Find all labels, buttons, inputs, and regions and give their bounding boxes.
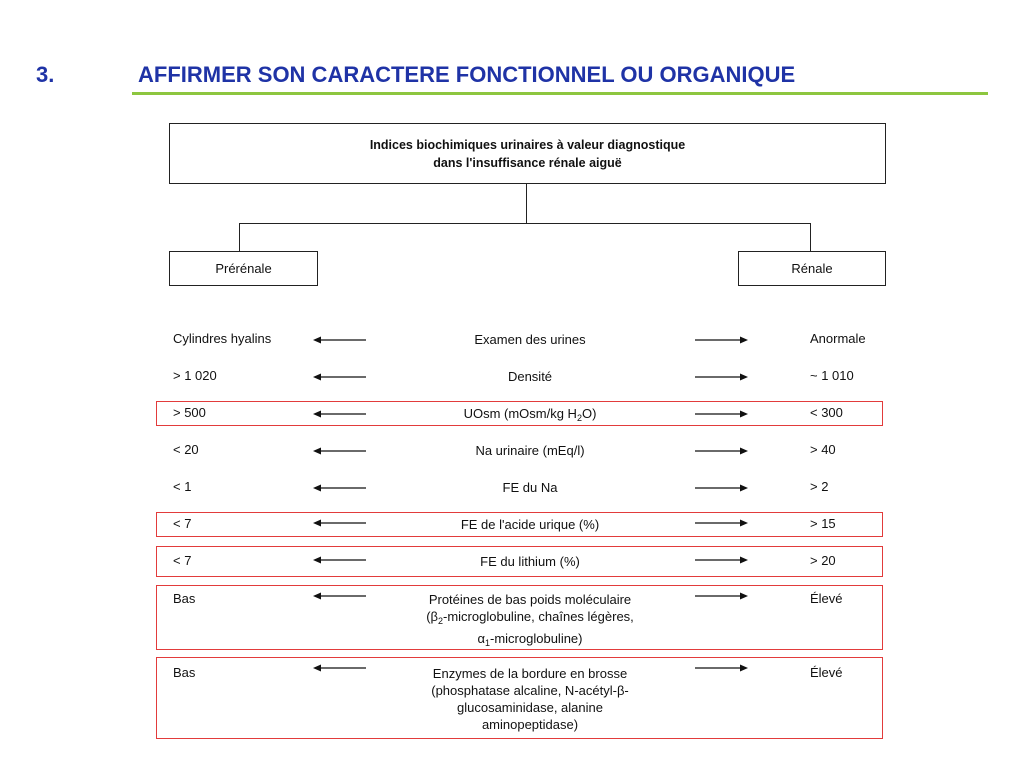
- arrow-right-icon: [694, 370, 748, 384]
- arrow-left-icon: [313, 407, 367, 421]
- arrow-right-icon: [694, 407, 748, 421]
- parameter-label: Na urinaire (mEq/l): [475, 443, 585, 458]
- connector-right-drop: [810, 223, 811, 251]
- renal-value: > 40: [810, 442, 836, 457]
- arrow-right-icon: [694, 553, 748, 567]
- prerenal-value: < 7: [173, 516, 192, 531]
- renal-value: Anormale: [810, 331, 866, 346]
- parameter-label: FE du Na: [502, 480, 558, 495]
- connector-vertical-main: [526, 184, 527, 224]
- parameter-label: Enzymes de la bordure en brosse (phosphatase alcaline, N-acétyl-β- glucosaminidase, alanine aminopeptidase): [431, 666, 629, 732]
- renal-value: Élevé: [810, 665, 843, 680]
- prerenal-value: > 1 020: [173, 368, 217, 383]
- arrow-left-icon: [313, 516, 367, 530]
- arrow-right-icon: [694, 444, 748, 458]
- parameter-label: Protéines de bas poids moléculaire ($\beta_2$-microglobuline, chaînes légères, $\alpha_1-microglobuline$): [426, 592, 634, 648]
- parameter-label: UOsm (mOsm/kg $H_2O$): [463, 406, 597, 423]
- diagram-header-line2: dans l'insuffisance rénale aiguë: [433, 155, 622, 170]
- prerenal-value: < 1: [173, 479, 192, 494]
- arrow-right-icon: [694, 333, 748, 347]
- arrow-right-icon: [694, 589, 748, 603]
- renal-value: Élevé: [810, 591, 843, 606]
- prerenal-value: Bas: [173, 665, 196, 680]
- prerenal-value: < 7: [173, 553, 192, 568]
- prerenal-value: Bas: [173, 591, 196, 606]
- parameter-label: FE du lithium (%): [480, 554, 580, 569]
- arrow-left-icon: [313, 370, 367, 384]
- arrow-left-icon: [313, 589, 367, 603]
- parameter-label: Examen des urines: [474, 332, 586, 347]
- connector-horizontal: [239, 223, 811, 224]
- parameter-label: Densité: [507, 369, 553, 384]
- category-renal-box: Rénale: [738, 251, 886, 286]
- arrow-right-icon: [694, 661, 748, 675]
- slide-title: AFFIRMER SON CARACTERE FONCTIONNEL OU ORGANIQUE: [138, 62, 796, 87]
- prerenal-value: < 20: [173, 442, 199, 457]
- arrow-left-icon: [313, 553, 367, 567]
- category-prerenal-box: Prérénale: [169, 251, 318, 286]
- renal-value: < 300: [810, 405, 843, 420]
- arrow-left-icon: [313, 333, 367, 347]
- connector-left-drop: [239, 223, 240, 251]
- diagram-header-box: [169, 123, 886, 184]
- arrow-right-icon: [694, 481, 748, 495]
- renal-value: > 15: [810, 516, 836, 531]
- renal-value: ~ 1 010: [810, 368, 854, 383]
- renal-value: > 2: [810, 479, 829, 494]
- parameter-label: FE de l'acide urique (%): [460, 517, 600, 532]
- renal-value: > 20: [810, 553, 836, 568]
- arrow-left-icon: [313, 661, 367, 675]
- arrow-left-icon: [313, 481, 367, 495]
- prerenal-value: > 500: [173, 405, 206, 420]
- slide-number: 3.: [36, 62, 55, 87]
- arrow-left-icon: [313, 444, 367, 458]
- diagram-header-line1: Indices biochimiques urinaires à valeur diagnostique: [369, 137, 686, 152]
- arrow-right-icon: [694, 516, 748, 530]
- prerenal-value: Cylindres hyalins: [173, 331, 272, 346]
- title-underline: [132, 92, 988, 95]
